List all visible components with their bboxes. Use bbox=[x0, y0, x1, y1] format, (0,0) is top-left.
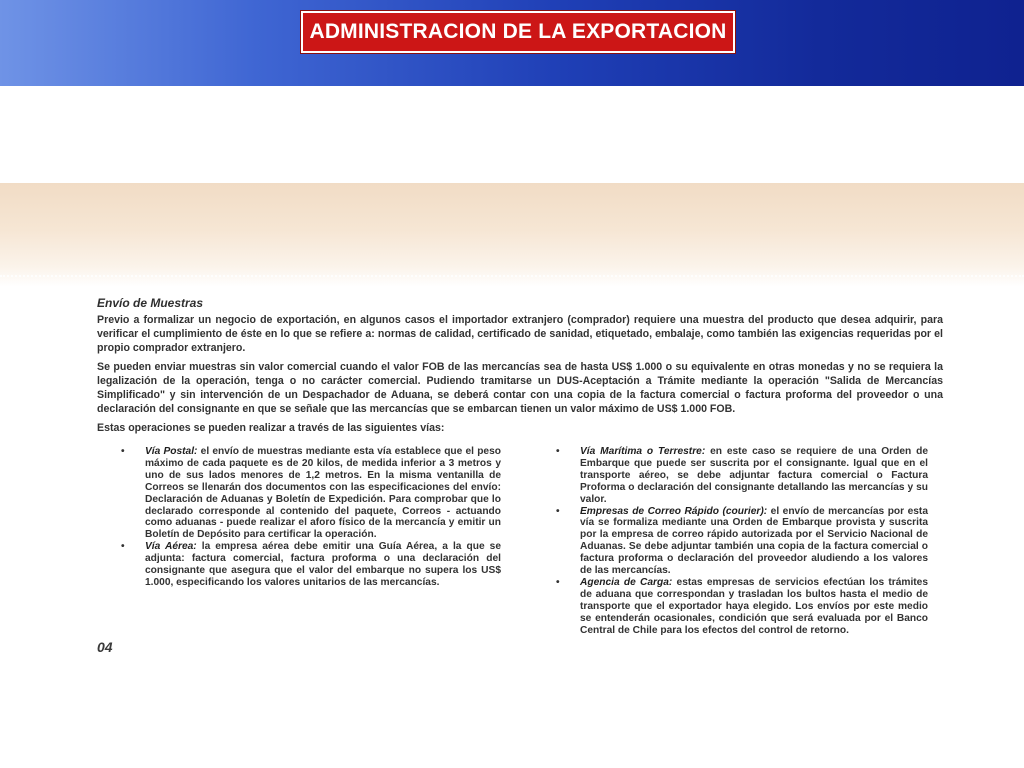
bullet-icon: • bbox=[556, 446, 560, 457]
document-heading: Envío de Muestras bbox=[97, 296, 204, 310]
item-text: la empresa aérea debe emitir una Guía Aérea, a la que se adjunta: factura comercial, factura proforma o una declaración del consignante que asegura que el valor del embarque no supera los US$ 1.000, especificando los valores unitarios de las mercancías. bbox=[145, 541, 501, 588]
item-text: en este caso se requiere de una Orden de Embarque que puede ser suscrita por el consignante. Igual que en el transporte aéreo, se debe adjuntar factura comercial o Factura Proforma o declaración del consignante detallando las mercancías y su valor. bbox=[580, 446, 928, 505]
list-item-courier bbox=[552, 506, 928, 577]
item-text: el envío de mercancías por esta vía se formaliza mediante una Orden de Embarque provista y suscrita por la empresa de correo rápido autorizada por el Servicio Nacional de Aduanas. Se debe adjuntar también una copia de la factura comercial o factura proforma o declaración del proveedor aludiendo a los valores de las mercancías. bbox=[580, 505, 928, 577]
list-item-via-maritima bbox=[552, 446, 928, 506]
item-keyword: Empresas de Correo Rápido (courier): bbox=[580, 505, 768, 517]
paragraph-intro: Previo a formalizar un negocio de exportación, en algunos casos el importador extranjero (comprador) requiere una muestra del producto que desea adquirir, para verificar el cumplimiento de éste en lo que se refiere a: normas de calidad, certificado de sanidad, etiquetado, embalaje, como también las exigencias requeridas por el propio comprador extranjero. bbox=[97, 314, 943, 354]
list-item-via-aerea bbox=[117, 541, 501, 589]
list-item-via-postal bbox=[117, 446, 501, 541]
list-item-agencia-carga bbox=[552, 577, 928, 637]
slide-title-box bbox=[301, 11, 735, 53]
document-body bbox=[97, 296, 943, 636]
decorative-dotted-line bbox=[0, 275, 1024, 277]
channels-right-column bbox=[552, 446, 928, 637]
item-keyword: Vía Marítima o Terrestre: bbox=[580, 446, 706, 457]
item-text: estas empresas de servicios efectúan los trámites de aduana que correspondan y trasladan los bultos hasta el medio de transporte que el exportador haya elegido. Los envíos por este medio se entenderán ocasionales, condición que será evaluada por el Banco Central de Chile para los efectos del control de retorno. bbox=[580, 576, 928, 636]
slide-title: ADMINISTRACION DE LA EXPORTACION bbox=[309, 20, 727, 43]
paragraph-samples: Se pueden enviar muestras sin valor comercial cuando el valor FOB de las mercancías sea de hasta US$ 1.000 o su equivalente en otras monedas y no se requiera la legalización de la operación, tenga o no carácter comercial. Pudiendo tramitarse un DUS-Aceptación a Trámite mediante la operación "Salida de Mercancías Simplificado" y sin intervención de un Despachador de Aduana, se deberá contar con una copia de la factura comercial o factura proforma del proveedor o una declaración del consignante en que se señale que las mercancías que se embarcan tienen un valor máximo de US$ 1.000 FOB. bbox=[97, 361, 943, 415]
item-keyword: Agencia de Carga: bbox=[580, 576, 673, 588]
page-number: 04 bbox=[97, 639, 113, 655]
bullet-icon: • bbox=[556, 576, 560, 588]
bullet-icon: • bbox=[121, 541, 125, 553]
bullet-icon: • bbox=[556, 505, 560, 517]
paragraph-channels: Estas operaciones se pueden realizar a través de las siguientes vías: bbox=[97, 422, 445, 434]
decorative-header-band bbox=[0, 183, 1024, 287]
item-text: el envío de muestras mediante esta vía establece que el peso máximo de cada paquete es de 20 kilos, de medida inferior a 3 metros y uno de sus lados menores de 1,2 metros. En la misma ventanilla de Correos se llenarán dos documentos con las especificaciones del envío: Declaración de Aduanas y Boletín de Expedición. Para comprobar que lo declarado corresponde al contenido del paquete, Correos - actuando como aduanas - puede realizar el aforo físico de la mercancía y emitir un Boletín de Depósito para certificar la operación. bbox=[145, 446, 501, 541]
bullet-icon: • bbox=[121, 446, 125, 457]
item-keyword: Vía Postal: bbox=[145, 446, 198, 457]
scanned-document-image bbox=[0, 183, 1024, 655]
header-banner bbox=[0, 0, 1024, 86]
channels-left-column bbox=[117, 446, 501, 589]
item-keyword: Vía Aérea: bbox=[145, 541, 197, 553]
